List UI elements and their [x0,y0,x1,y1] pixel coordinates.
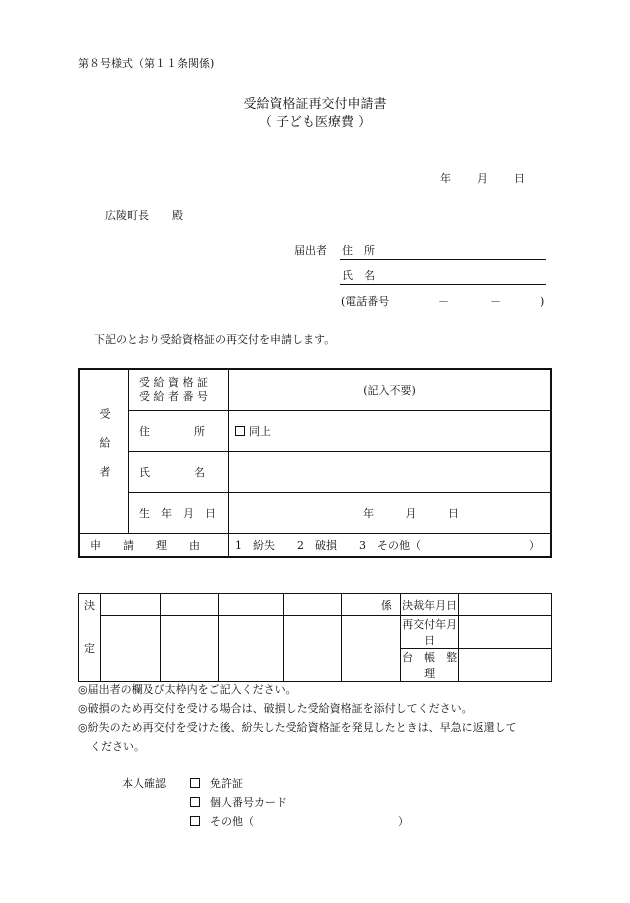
identity-option-other[interactable] [190,816,254,827]
stamp-cell-9[interactable] [342,616,400,682]
staff-label: 係 [342,594,400,616]
stamp-cell-5[interactable] [101,616,161,682]
application-table [78,368,552,558]
recipient-label: 受給者 [98,408,111,495]
mynumber-checkbox[interactable] [190,797,200,807]
birth-month-label: 月 [405,507,417,520]
address-label: 住 所 [129,411,229,452]
cert-label-line1: 受 給 資 格 証 [139,376,208,389]
reason-cell[interactable] [229,534,552,558]
reason-close-paren: ） [529,539,540,552]
identity-option-license[interactable] [190,778,243,789]
other-label: その他（ [210,815,254,828]
phone-separator-2: － [490,295,501,308]
birth-date-label: 生 年 月 日 [129,493,229,534]
decision-char-2: 定 [84,642,96,656]
document-subtitle: （ 子ども医療費 ） [258,115,372,130]
date-day-label: 日 [514,172,525,185]
other-close-paren: ） [398,815,409,828]
identity-check-label: 本人確認 [122,777,166,790]
name-cell[interactable] [229,452,552,493]
decision-label-top [79,594,101,616]
applicant-name-label: 氏 名 [342,269,375,282]
applicant-label: 届出者 [294,244,327,257]
other-checkbox[interactable] [190,816,200,826]
note-1: ◎届出者の欄及び太枠内をご記入ください。 [78,683,297,696]
birth-year-label: 年 [363,507,374,520]
license-checkbox[interactable] [190,778,200,788]
cert-label-line2: 受 給 者 番 号 [139,390,208,403]
applicant-address-field[interactable] [340,259,546,260]
recipient-label-cell [79,369,129,534]
stamp-cell-7[interactable] [219,616,284,682]
decision-char-1: 決 [84,598,96,612]
decision-date-cell[interactable] [459,594,552,616]
intro-text: 下記のとおり受給資格証の再交付を申請します。 [94,333,336,346]
identity-option-mynumber[interactable] [190,797,287,808]
phone-separator-1: － [438,295,449,308]
stamp-cell-3[interactable] [219,594,284,616]
addressee-honorific: 殿 [172,209,183,222]
reason-label: 申 請 理 由 [79,534,229,558]
note-2: ◎破損のため再交付を受ける場合は、破損した受給資格証を添付してください。 [78,702,473,715]
name-label: 氏 名 [129,452,229,493]
same-above-checkbox[interactable] [235,426,245,436]
document-title: 受給資格証再交付申請書 [243,97,387,112]
cert-number-label-cell [129,369,229,411]
note-3-continued: ください。 [90,740,145,753]
applicant-name-field[interactable] [340,284,546,285]
stamp-cell-8[interactable] [284,616,342,682]
date-month-label: 月 [477,172,488,185]
ledger-cell[interactable] [459,649,552,682]
decision-table [78,593,552,682]
addressee-name: 広陵町長 [105,209,149,222]
date-year-label: 年 [440,172,451,185]
birth-day-label: 日 [448,507,459,520]
cert-number-cell [229,369,552,411]
applicant-phone-label: (電話番号 [341,295,390,308]
license-label: 免許証 [210,777,243,790]
note-3: ◎紛失のため再交付を受けた後、紛失した受給資格証を発見したときは、早急に返還して [78,721,517,734]
address-cell[interactable] [229,411,552,452]
decision-date-label: 決裁年月日 [400,594,458,616]
birth-date-cell[interactable] [229,493,552,534]
stamp-cell-1[interactable] [101,594,161,616]
mynumber-label: 個人番号カード [210,796,287,809]
stamp-cell-2[interactable] [160,594,218,616]
reissue-date-cell[interactable] [459,616,552,649]
ledger-label: 台 帳 整 理 [400,649,458,682]
reason-options: 1 紛失 2 破損 3 その他（ [235,539,421,552]
form-number: 第８号様式（第１１条関係) [78,57,215,70]
applicant-address-label: 住 所 [342,244,375,257]
phone-close-paren: ) [540,295,545,308]
same-above-label: 同上 [249,425,271,438]
stamp-cell-4[interactable] [284,594,342,616]
reissue-date-label: 再交付年月日 [400,616,458,649]
decision-label-bottom [79,616,101,682]
stamp-cell-6[interactable] [160,616,218,682]
cert-number-value: (記入不要) [363,384,416,397]
